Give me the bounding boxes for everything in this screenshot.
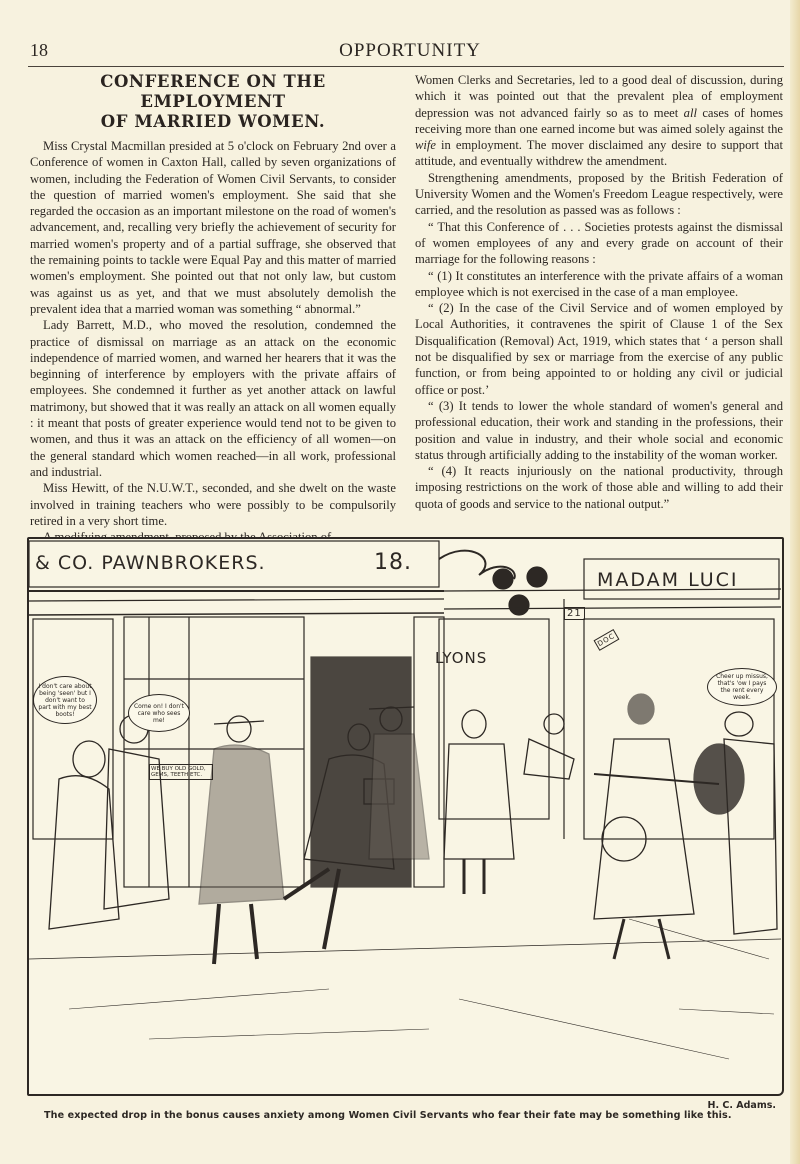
window-notice: WE BUY OLD GOLD, GEMS, TEETH ETC.: [149, 764, 213, 780]
running-head: OPPORTUNITY: [339, 40, 481, 61]
cartoon-illustration: [27, 537, 784, 1096]
illustrator-credit: H. C. Adams.: [707, 1100, 776, 1111]
street-scene-drawing: [29, 539, 781, 1093]
illustration-caption: The expected drop in the bonus causes anxiety among Women Civil Servants who fear their fate may be something like this.: [44, 1110, 732, 1121]
page-edge: [790, 0, 800, 1164]
title-line-1: CONFERENCE ON THE EMPLOYMENT: [100, 72, 326, 111]
emphasis: all: [683, 105, 697, 120]
article-title: [30, 72, 396, 132]
emphasis: wife: [415, 138, 436, 153]
madam-luci-sign: MADAM LUCI: [597, 569, 739, 591]
paragraph: Lady Barrett, M.D., who moved the resolution, condemned the practice of dismissal on marriage as an attack on the economic independence of married women, and warned her hearers that it was the beginning of interference by employers with the private affairs of employees. She condemned it further as yet another attack on lawful matrimony, but showed that it was really an attack on all women equally : it meant that posts of greater experience would tend not to be given to women, and thus it was an attack on the efficiency of all women—on the general standard which women reached—in all work, professional and industrial.: [30, 318, 396, 479]
pawnbroker-number: 18.: [374, 550, 412, 575]
paragraph: Miss Crystal Macmillan presided at 5 o'clock on February 2nd over a Conference of women in Caxton Hall, called by seven organizations of women, including the Federation of Women Civil Servants, to consider the question of married women's employment. She said that she regarded the occasion as an important milestone on the road of women's advancement, and, recalling very briefly the achievement of security for married women's property and of a partial suffrage, she observed that the remaining points to tackle were Equal Pay and this matter of married women's employment. She pointed out that not only law, but custom was against us as yet, and that we must absolutely demolish the prevalent idea that a married woman was something “ abnormal.”: [30, 139, 396, 316]
article-left-column: [30, 72, 396, 545]
paragraph: Strengthening amendments, proposed by the British Federation of University Women and the Women's Freedom League respectively, were carried, and the resolution as passed was as follows :: [415, 170, 783, 218]
header-rule: [28, 66, 784, 67]
article-right-column: [415, 72, 783, 512]
paragraph: Miss Hewitt, of the N.U.W.T., seconded, and she dwelt on the waste involved in training teachers who were possibly to be compulsorily retired in a very short time.: [30, 481, 396, 528]
paragraph-continuation: Women Clerks and Secretaries, led to a good deal of discussion, during which it was pointed out that the prevalent plea of employment depression was not advanced fairly so as to meet all cases of homes receiving more than one earned income but was aimed solely against the wife in employment. The mover disclaimed any desire to support that attitude, and eventually withdrew the amendment.: [415, 73, 784, 169]
speech-bubble-boots: I don't care about being 'seen' but I don't want to part with my best boots!: [33, 676, 97, 724]
lyons-sign: LYONS: [435, 649, 488, 667]
title-line-2: OF MARRIED WOMEN.: [100, 112, 326, 131]
resolution-reason-3: “ (3) It tends to lower the whole standard of women's general and professional education, their work and standing in the professions, their position and value in industry, and their whole social and economic status through artificially adding to the instability of the woman worker.: [415, 398, 783, 462]
resolution-reason-1: “ (1) It constitutes an interference with the private affairs of a woman employee which is not exercised in the case of a man employee.: [415, 268, 783, 299]
shop-number-21: 21: [564, 607, 585, 620]
resolution-paragraph: “ That this Conference of . . . Societies protests against the dismissal of women employees of any and every grade on account of their marriage for the following reasons :: [415, 219, 783, 267]
resolution-reason-4: “ (4) It reacts injuriously on the national productivity, through imposing restrictions on the work of those able and willing to add their quota of goods and service to the national output.”: [415, 464, 783, 511]
pawnbroker-sign: & CO. PAWNBROKERS.: [35, 552, 266, 574]
speech-bubble-come-on: Come on! I don't care who sees me!: [128, 694, 190, 732]
resolution-reason-2: “ (2) In the case of the Civil Service and of women employed by Local Authorities, it contravenes the spirit of Clause 1 of the Sex Disqualification (Removal) Act, 1919, which states that ‘ a person shall not be disqualified by sex or marriage from the exercise of any public function, or from being appointed to or holding any civil or judicial office or post.’: [415, 301, 783, 397]
page-header: [30, 40, 790, 66]
hanging-sign: DOC: [594, 629, 620, 651]
page-number: 18: [30, 40, 48, 60]
speech-bubble-cheer-up: Cheer up missus, that's 'ow I pays the rent every week.: [707, 668, 777, 706]
